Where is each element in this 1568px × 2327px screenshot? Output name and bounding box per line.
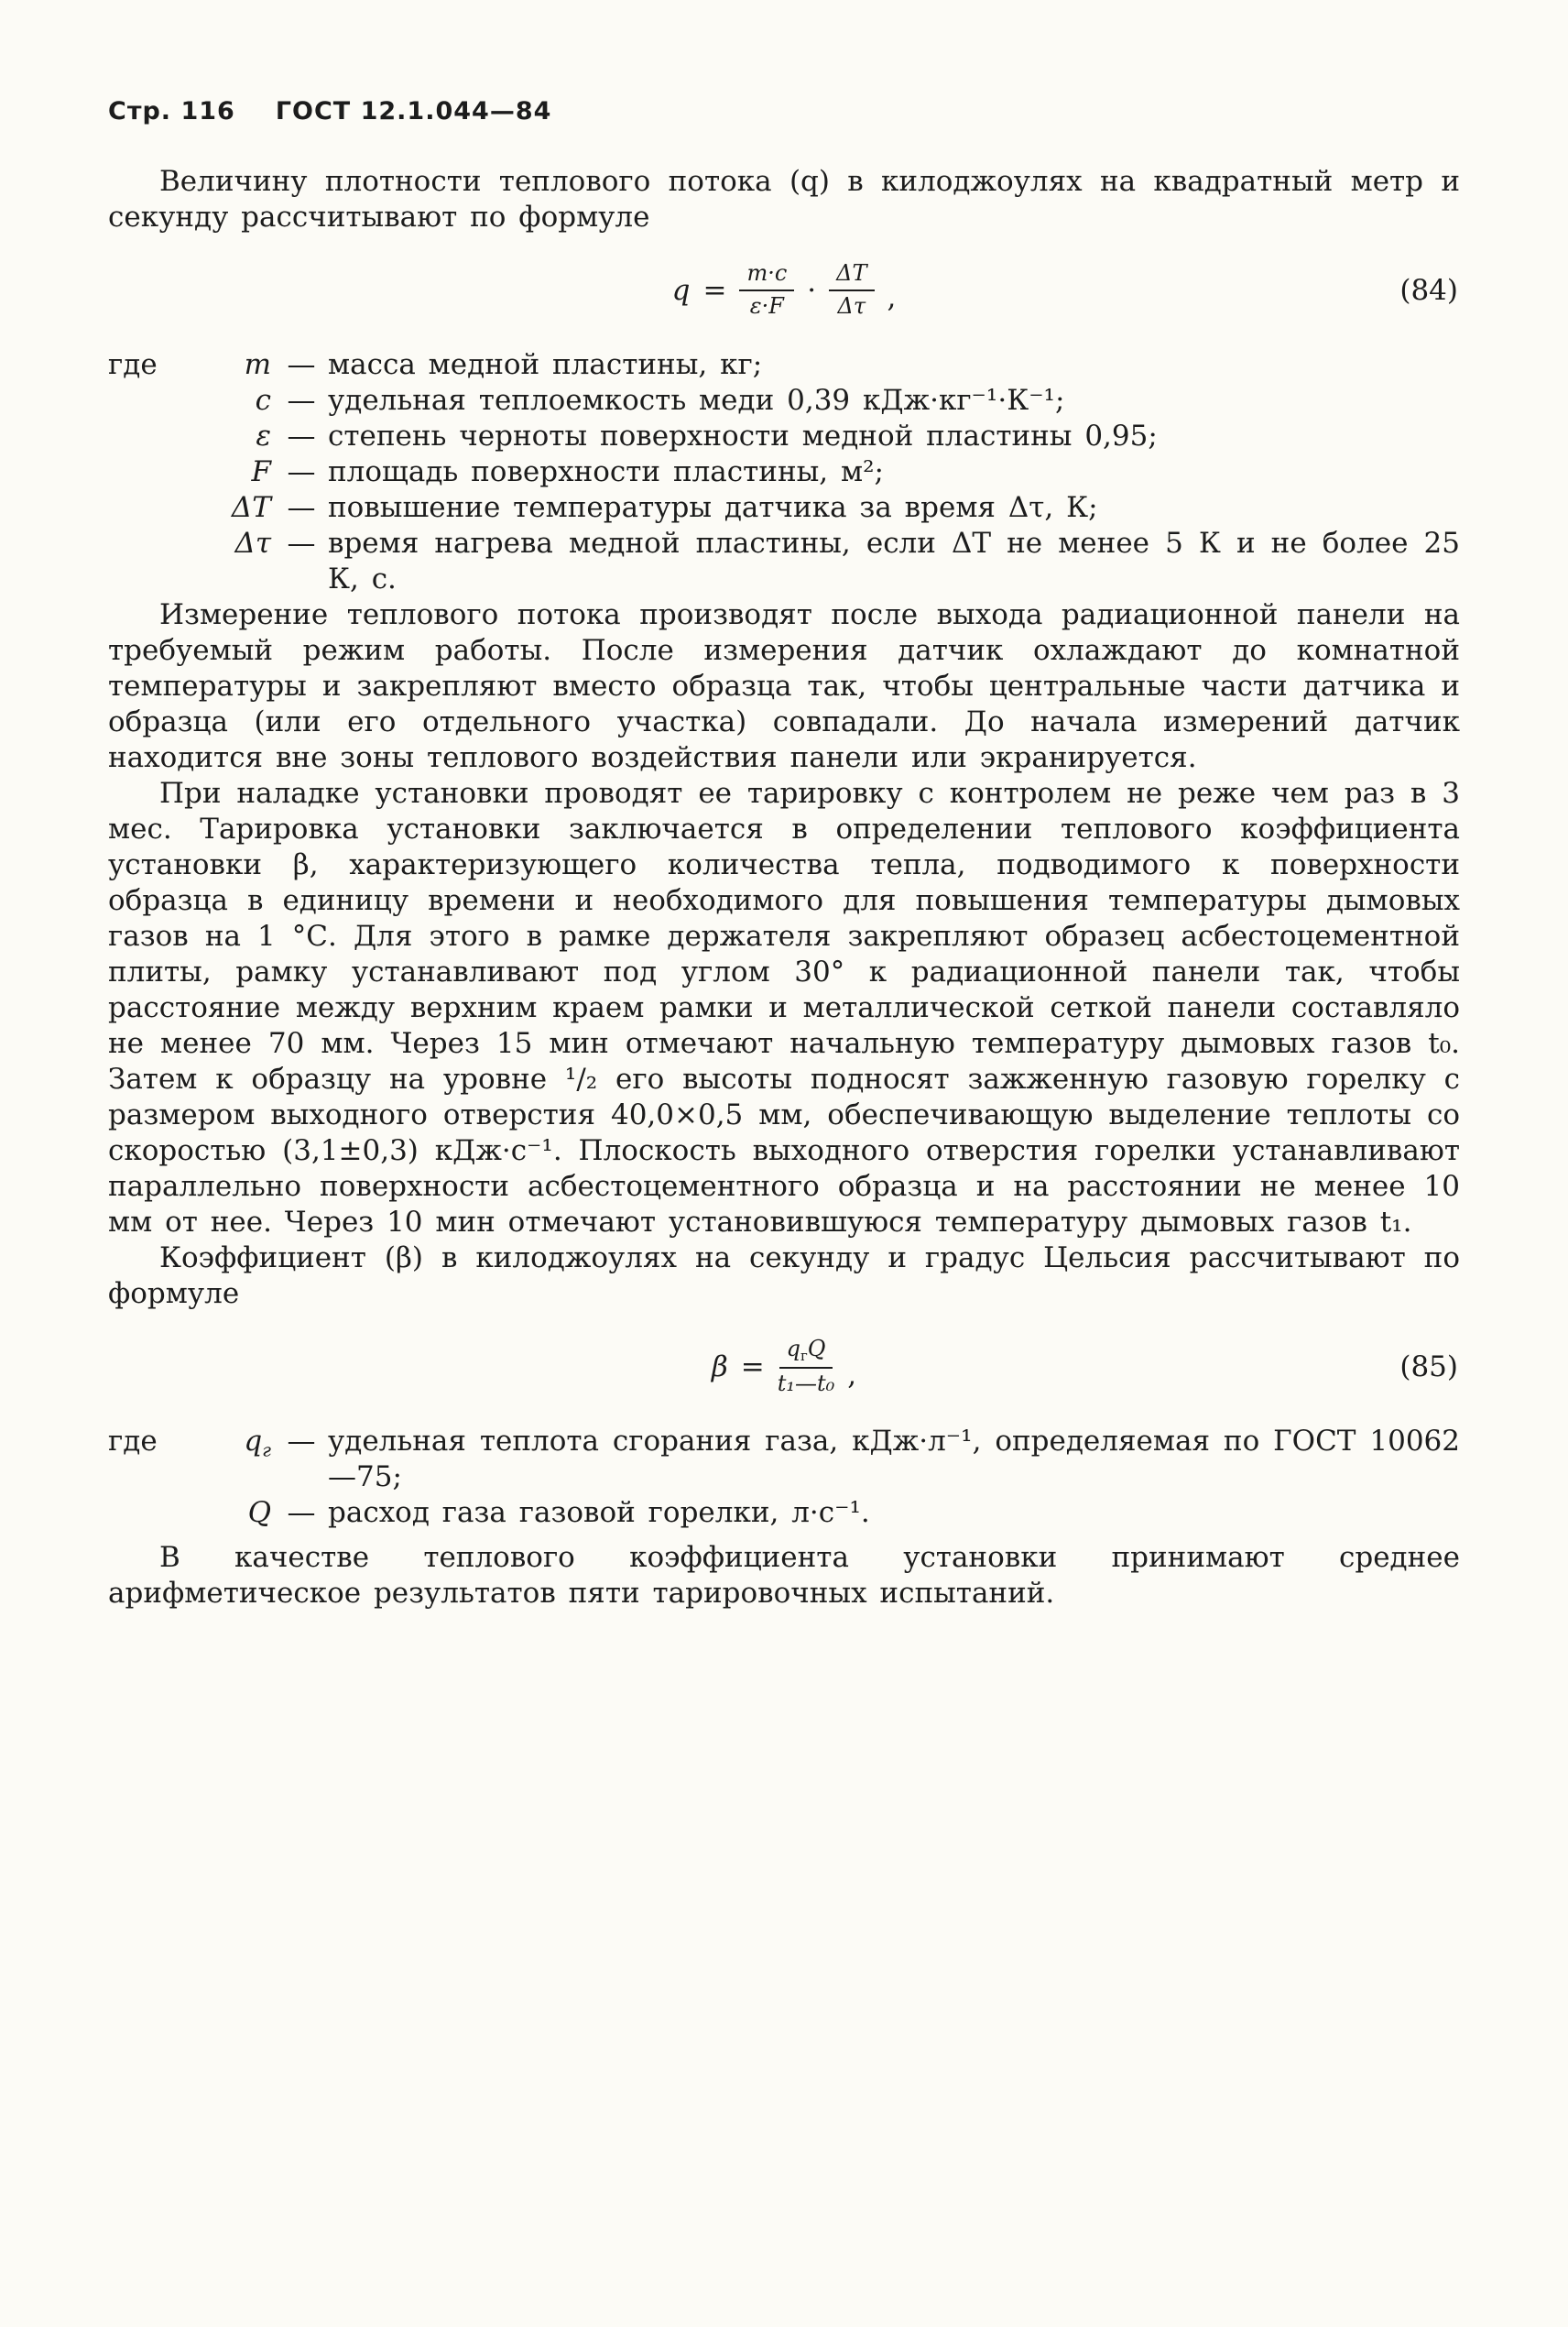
Q-variable: Q xyxy=(807,1336,826,1362)
definition-text: удельная теплоемкость меди 0,39 кДж·кг⁻¹·К⁻¹; xyxy=(328,384,1065,417)
definition-term: ε xyxy=(256,420,271,453)
definition-row xyxy=(108,526,1460,597)
definition-text: время нагрева медной пластины, если ΔT не менее 5 К и не более 25 К, с. xyxy=(328,527,1460,595)
paragraph-measurement: Измерение теплового потока производят после выхода радиационной панели на требуемый режим работы. После измерения датчик охлаждают до комнатной температуры и закрепляют вместо образца так, чтобы центральные части датчика и образца (или его отдельного участка) совпадали. До начала измерений датчик находится вне зоны теплового воздействия панели или экранируется. xyxy=(108,598,1460,774)
formula-84-number: (84) xyxy=(1399,274,1458,307)
dash-separator: — xyxy=(287,1425,316,1458)
page-number-label: Стр. 116 xyxy=(108,97,235,126)
term-subscript: г xyxy=(262,1439,271,1461)
q-variable: q xyxy=(786,1336,800,1362)
q-subscript: г xyxy=(800,1348,808,1365)
paragraph-heat-flux-intro: Величину плотности теплового потока (q) в килоджоулях на квадратный метр и секунду рассчитывают по формуле xyxy=(108,165,1460,234)
formula-84-expression xyxy=(672,261,897,319)
definition-term xyxy=(165,1495,275,1540)
paragraph-calibration: При наладке установки проводят ее тарировку с контролем не реже чем раз в 3 мес. Тарировка установки заключается в определении теплового коэффициента установки β, характеризующего количества тепла, подводимого к поверхности образца в единицу времени и необходимого для повышения температуры дымовых газов на 1 °С. Для этого в рамке держателя закрепляют образец асбестоцементной плиты, рамку устанавливают под углом 30° к радиационной панели так, чтобы расстояние между верхним краем рамки и металлической сеткой панели составляло не менее 70 мм. Через 15 мин отмечают начальную температуру дымовых газов t₀. Затем к образцу на уровне ¹/₂ его высоты подносят зажженную газовую горелку с размером выходного отверстия 40,0×0,5 мм, обеспечивающую выделение теплоты со скоростью (3,1±0,3) кДж·с⁻¹. Плоскость выходного отверстия горелки устанавливают параллельно поверхности асбестоцементного образца и на расстоянии не менее 10 мм от нее. Через 10 мин отмечают установившуюся температуру дымовых газов t₁. xyxy=(108,777,1460,1239)
dash-separator: — xyxy=(287,527,316,560)
definition-term: Δτ xyxy=(234,527,271,560)
paragraph-closing: В качестве теплового коэффициента установки принимают среднее арифметическое результатов пяти тарировочных испытаний. xyxy=(108,1540,1460,1610)
multiplication-dot: · xyxy=(807,274,817,307)
definition-row xyxy=(108,1495,1460,1540)
definition-list-formula-84 xyxy=(108,347,1460,597)
definition-term: c xyxy=(255,384,271,417)
definition-lead xyxy=(108,454,165,490)
definition-lead: где xyxy=(108,1425,158,1458)
equals-sign: = xyxy=(740,1349,765,1383)
fraction-denominator: ε·F xyxy=(749,293,784,319)
definition-row xyxy=(108,419,1460,454)
formula-85 xyxy=(108,1321,1460,1413)
definition-term xyxy=(165,1424,275,1495)
dash-separator: — xyxy=(287,1496,316,1529)
term-main: q xyxy=(244,1425,263,1458)
fraction-qQ-over-t1-t0 xyxy=(778,1337,835,1397)
formula-85-number: (85) xyxy=(1399,1350,1458,1383)
fraction-dT-over-dtau xyxy=(829,261,874,319)
formula-comma: , xyxy=(887,280,897,314)
page-header xyxy=(108,97,1460,126)
dash-separator: — xyxy=(287,348,316,381)
definition-term: F xyxy=(251,455,271,488)
formula-comma: , xyxy=(847,1358,857,1392)
fraction-numerator xyxy=(779,1337,833,1369)
fraction-denominator: t₁—t₀ xyxy=(777,1371,835,1397)
fraction-numerator: ΔT xyxy=(829,261,874,291)
definition-list-formula-85 xyxy=(108,1424,1460,1540)
definition-row xyxy=(108,454,1460,490)
dash-separator: — xyxy=(287,384,316,417)
dash-separator: — xyxy=(287,455,316,488)
definition-lead: где xyxy=(108,348,158,381)
definition-row xyxy=(108,347,1460,383)
definition-term: ΔT xyxy=(231,491,271,524)
fraction-denominator: Δτ xyxy=(837,293,866,319)
term-main: Q xyxy=(247,1496,271,1529)
definition-lead xyxy=(108,526,165,597)
formula-84-lhs: q xyxy=(671,274,691,307)
definition-term: m xyxy=(244,348,271,381)
definition-lead xyxy=(108,1495,165,1540)
dash-separator: — xyxy=(287,491,316,524)
formula-85-expression xyxy=(712,1337,856,1397)
doc-number-label: ГОСТ 12.1.044—84 xyxy=(275,97,552,126)
definition-text: площадь поверхности пластины, м²; xyxy=(328,455,884,488)
fraction-mc-over-ef xyxy=(739,261,794,319)
definition-text: повышение температуры датчика за время Δτ, К; xyxy=(328,491,1098,524)
dash-separator: — xyxy=(287,420,316,453)
paragraph-coefficient-intro: Коэффициент (β) в килоджоулях на секунду и градус Цельсия рассчитывают по формуле xyxy=(108,1241,1460,1310)
definition-row xyxy=(108,383,1460,419)
fraction-numerator: m·c xyxy=(739,261,794,291)
definition-text: масса медной пластины, кг; xyxy=(328,348,763,381)
definition-row xyxy=(108,1424,1460,1495)
definition-lead xyxy=(108,383,165,419)
definition-lead xyxy=(108,419,165,454)
definition-row xyxy=(108,490,1460,526)
equals-sign: = xyxy=(702,274,727,307)
definition-lead xyxy=(108,490,165,526)
definition-text: расход газа газовой горелки, л·с⁻¹. xyxy=(328,1496,870,1529)
definition-text: удельная теплота сгорания газа, кДж·л⁻¹, определяемая по ГОСТ 10062—75; xyxy=(328,1425,1460,1493)
formula-85-lhs: β xyxy=(711,1349,728,1383)
definition-text: степень черноты поверхности медной пластины 0,95; xyxy=(328,420,1158,453)
formula-84 xyxy=(108,245,1460,336)
